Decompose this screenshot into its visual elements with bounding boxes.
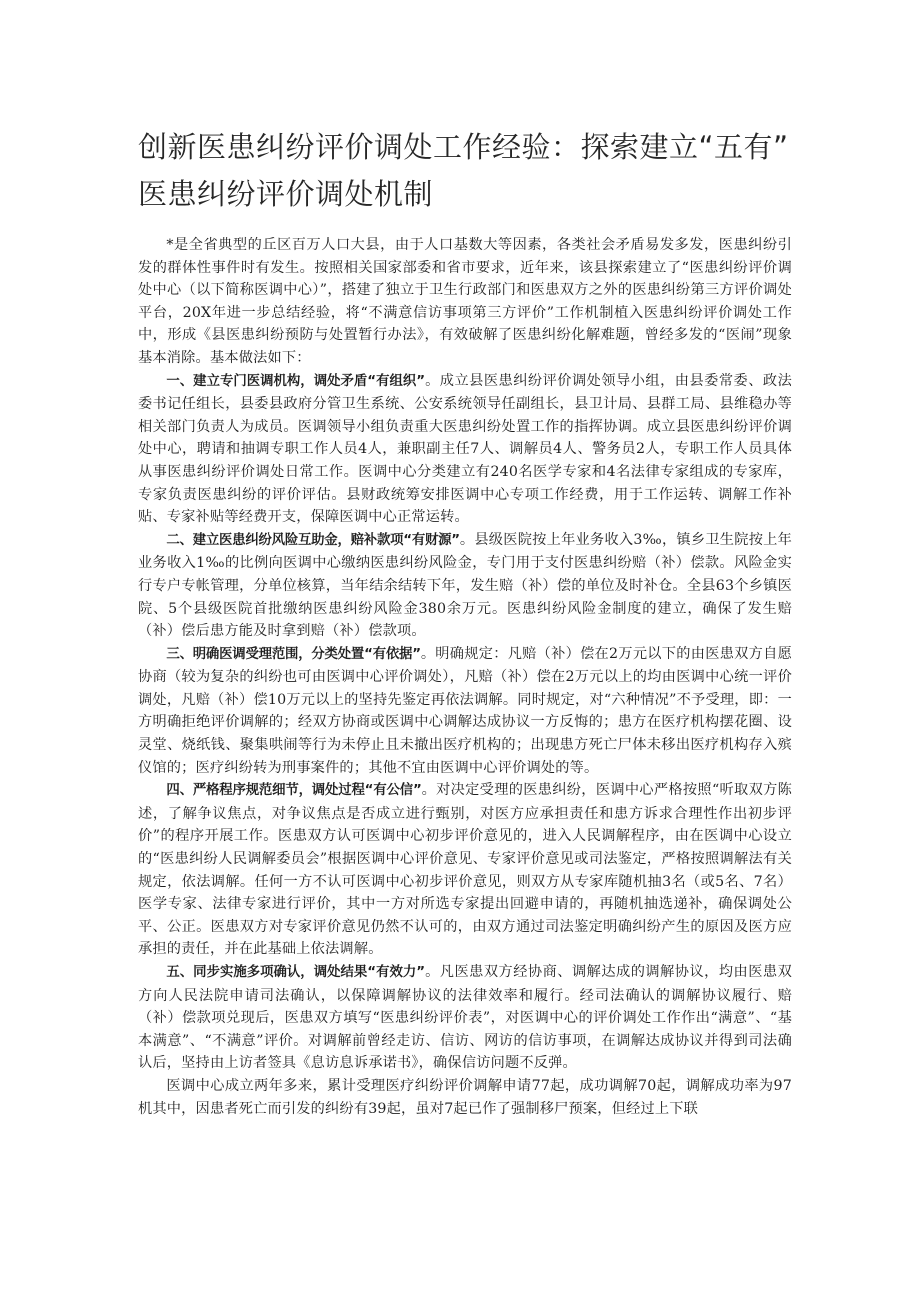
document-title: [138, 124, 792, 218]
paragraph-text: 。成立县医患纠纷评价调处领导小组，由县委常委、政法委书记任组长，县委县政府分管卫生系统、公安系统领导任副组长，县卫计局、县群工局、县维稳办等相关部门负责人为成员。医调领导小组负责重大医患纠纷处置工作的指挥协调。成立县医患纠纷评价调处中心，聘请和抽调专职工作人员4人，兼职副主任7人、调解员4人、警务员2人，专职工作人员具体从事医患纠纷评价调处日常工作。医调中心分类建立有240名医学专家和4名法律专家组成的专家库，专家负责医患纠纷的评价评估。县财政统筹安排医调中心专项工作经费，用于工作运转、调解工作补贴、专家补贴等经费开支，保障医调中心正常运转。: [138, 372, 792, 526]
section-2-heading: 二、建立医患纠纷风险互助金，赔补款项“有财源”: [166, 532, 460, 548]
section-4-heading: 四、严格程序规范细节，调处过程“有公信”: [166, 783, 422, 799]
paragraph-text: 。县级医院按上年业务收入3‰，镇乡卫生院按上年业务收入1‰的比例向医调中心缴纳医患纠纷风险金，专门用于支付医患纠纷赔（补）偿款。风险金实行专户专帐管理，分单位核算，当年结余结转下年，发生赔（补）偿的单位及时补仓。全县63个乡镇医院、5个县级医院首批缴纳医患纠纷风险金380余万元。医患纠纷风险金制度的建立，确保了发生赔（补）偿后患方能及时拿到赔（补）偿款项。: [138, 531, 792, 640]
section-4-paragraph: [138, 779, 792, 961]
document-body: [138, 234, 792, 1120]
paragraph-text: 医调中心成立两年多来，累计受理医疗纠纷评价调解申请77起，成功调解70起，调解成功率为97机其中，因患者死亡而引发的纠纷有39起，虽对7起已作了强制移尸预案，但经过上下联: [138, 1077, 792, 1117]
results-paragraph: [138, 1075, 792, 1120]
paragraph-text: 。明确规定：凡赔（补）偿在2万元以下的由医患双方自愿协商（较为复杂的纠纷也可由医调中心评价调处），凡赔（补）偿在2万元以上的均由医调中心统一评价调处，凡赔（补）偿10万元以上的坚持先鉴定再依法调解。同时规定，对“六种情况”不予受理，即：一方明确拒绝评价调解的；经双方协商或医调中心调解达成协议一方反悔的；患方在医疗机构摆花圈、设灵堂、烧纸钱、聚集哄闹等行为未停止且未撤出医疗机构的；出现患方死亡尸体未移出医疗机构存入殡仪馆的；医疗纠纷转为刑事案件的；其他不宜由医调中心评价调处的等。: [138, 645, 792, 776]
section-3-paragraph: [138, 643, 792, 780]
paragraph-text: *是全省典型的丘区百万人口大县，由于人口基数大等因素，各类社会矛盾易发多发，医患纠纷引发的群体性事件时有发生。按照相关国家部委和省市要求，近年来，该县探索建立了“医患纠纷评价调处中心（以下简称医调中心）”，搭建了独立于卫生行政部门和医患双方之外的医患纠纷第三方评价调处平台，20X年进一步总结经验，将“不满意信访事项第三方评价”工作机制植入医患纠纷评价调处工作中，形成《县医患纠纷预防与处置暂行办法》，有效破解了医患纠纷化解难题，曾经多发的“医闹”现象基本消除。基本做法如下：: [138, 237, 792, 366]
section-2-paragraph: [138, 529, 792, 643]
section-5-paragraph: [138, 961, 792, 1075]
section-1-heading: 一、建立专门医调机构，调处矛盾“有组织”: [166, 373, 425, 389]
intro-paragraph: [138, 234, 792, 370]
section-3-heading: 三、明确医调受理范围，分类处置“有依据”: [166, 646, 421, 662]
paragraph-text: 。对决定受理的医患纠纷，医调中心严格按照“听取双方陈述，了解争议焦点，对争议焦点是否成立进行甄别，对医方应承担责任和患方诉求合理性作出初步评价”的程序开展工作。医患双方认可医调中心初步评价意见的，进入人民调解程序，由在医调中心设立的“医患纠纷人民调解委员会”根据医调中心评价意见、专家评价意见或司法鉴定，严格按照调解法有关规定，依法调解。任何一方不认可医调中心初步评价意见，则双方从专家库随机抽3名（或5名、7名）医学专家、法律专家进行评价，其中一方对所选专家提出回避申请的，再随机抽选递补，确保调处公平、公正。医患双方对专家评价意见仍然不认可的，由双方通过司法鉴定明确纠纷产生的原因及医方应承担的责任，并在此基础上依法调解。: [138, 782, 792, 958]
title-line-2: 医患纠纷评价调处机制: [138, 177, 434, 211]
section-1-paragraph: [138, 370, 792, 529]
section-5-heading: 五、同步实施多项确认，调处结果“有效力”: [166, 965, 425, 980]
title-line-1: 创新医患纠纷评价调处工作经验：探索建立“五有”: [138, 130, 789, 164]
paragraph-text: 。凡医患双方经协商、调解达成的调解协议，均由医患双方向人民法院申请司法确认，以保障调解协议的法律效率和履行。经司法确认的调解协议履行、赔（补）偿款项兑现后，医患双方填写“医患纠纷评价表”，对医调中心的评价调处工作作出“满意”、“基本满意”、“不满意”评价。对调解前曾经走访、信访、网访的信访事项，在调解达成协议并得到司法确认后，坚持由上访者签具《息访息诉承诺书》，确保信访问题不反弹。: [138, 964, 792, 1072]
